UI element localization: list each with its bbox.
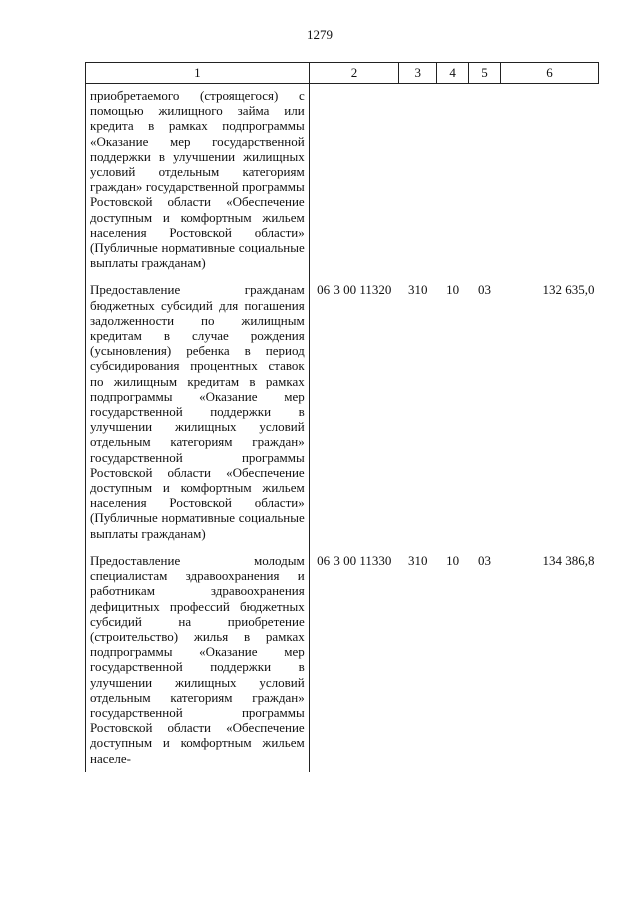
row-amount: 134 386,8 (542, 552, 595, 568)
row-amount: 132 635,0 (542, 282, 595, 298)
row-target-code (309, 84, 399, 277)
row-target-code: 06 3 00 11320 (317, 282, 392, 298)
row-section: 10 (446, 282, 460, 298)
row-expense-type: 310 (407, 552, 428, 568)
header-col-1: 1 (86, 63, 310, 84)
row-description: приобретаемого (строящегося) с помощью жилищного займа или кредита в рамках подпрограммы «Оказание мер государственной поддержки в улучшении жилищных условий отдельным категориям граждан» государственной программы Ростовской области «Обеспечение доступным и комфортным жильем населения Ростовской области» (Публичные нормативные социальные выплаты гражданам) (86, 84, 310, 277)
table-row (86, 276, 599, 546)
row-subsection: 03 (477, 552, 491, 568)
row-section (437, 84, 469, 277)
row-subsection: 03 (477, 282, 491, 298)
page-number: 1279 (307, 27, 333, 42)
header-col-6: 6 (500, 63, 598, 84)
row-expense-type: 310 (407, 282, 428, 298)
row-description: Предоставление гражданам бюджетных субсидий для погашения задолженности по жилищным кредитам в случае рождения (усыновления) ребенка в период субсидирования процентных ставок по жилищным кредитам в рамках подпрограммы «Оказание мер государственной поддержки в улучшении жилищных условий отдельным категориям граждан» государственной программы Ростовской области «Обеспечение доступным и комфортным жильем населения Ростовской области» (Публичные нормативные социальные выплаты гражданам) (86, 276, 310, 546)
budget-table (85, 62, 599, 772)
row-expense-type (399, 84, 437, 277)
header-col-4: 4 (437, 63, 469, 84)
row-subsection (469, 84, 501, 277)
header-col-3: 3 (399, 63, 437, 84)
table-row (86, 547, 599, 772)
row-description: Предоставление молодым специалистам здравоохранения и работникам здравоохранения дефицитных профессий бюджетных субсидий на приобретение (строительство) жилья в рамках подпрограммы «Оказание мер государственной поддержки в улучшении жилищных условий отдельным категориям граждан» государственной программы Ростовской области «Обеспечение доступным и комфортным жильем населе- (86, 547, 310, 772)
header-col-5: 5 (469, 63, 501, 84)
table-row (86, 84, 599, 277)
table-header-row (86, 63, 599, 84)
row-section: 10 (446, 552, 460, 568)
header-col-2: 2 (309, 63, 399, 84)
row-target-code: 06 3 00 11330 (317, 552, 392, 568)
row-amount (500, 84, 598, 277)
